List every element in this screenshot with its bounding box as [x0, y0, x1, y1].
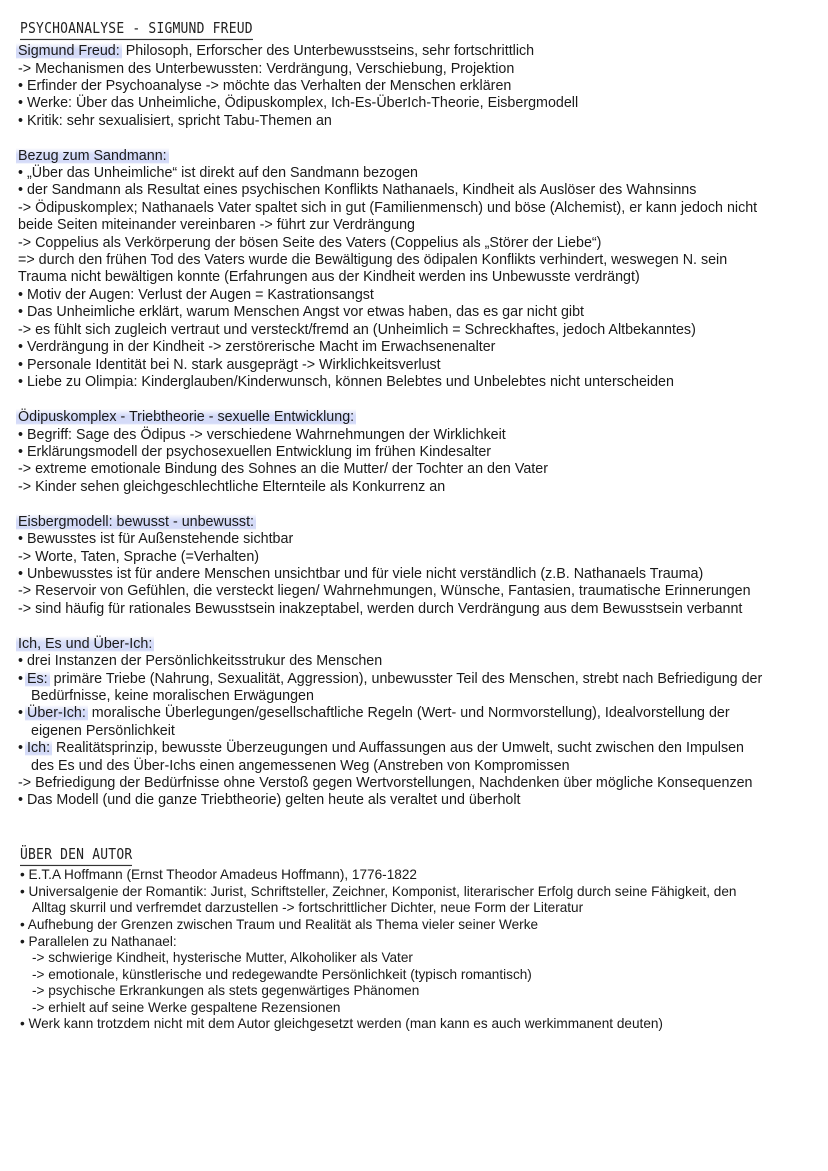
text-line: Bedürfnisse, keine moralischen Erwägungen	[31, 688, 314, 704]
text-line: -> erhielt auf seine Werke gespaltene Rezensionen	[32, 1000, 341, 1015]
text-line: des Es und des Über-Ichs einen angemessenen Weg (Anstreben von Kompromissen	[31, 758, 570, 774]
ich-line: • Ich: Realitätsprinzip, bewusste Überzeugungen und Auffassungen aus der Umwelt, sucht zwischen den Impulsen	[18, 740, 744, 756]
text-line: -> Befriedigung der Bedürfnisse ohne Verstoß gegen Wertvorstellungen, Nachdenken über mögliche Konsequenzen	[18, 775, 753, 791]
text-line: eigenen Persönlichkeit	[31, 723, 175, 739]
heading-instanzen: Ich, Es und Über-Ich:	[18, 636, 153, 652]
text-line: • Kritik: sehr sexualisiert, spricht Tabu-Themen an	[18, 113, 332, 129]
section-title-freud: PSYCHOANALYSE - SIGMUND FREUD	[20, 20, 253, 38]
text-line: • Begriff: Sage des Ödipus -> verschiedene Wahrnehmungen der Wirklichkeit	[18, 427, 506, 443]
text-line: -> extreme emotionale Bindung des Sohnes an die Mutter/ der Tochter an den Vater	[18, 461, 548, 477]
text-line: -> Ödipuskomplex; Nathanaels Vater spaltet sich in gut (Familienmensch) und böse (Alchemist), er kann jedoch nicht	[18, 200, 758, 216]
highlight-ich: Ich:	[27, 740, 51, 756]
text-line: -> emotionale, künstlerische und redegewandte Persönlichkeit (typisch romantisch)	[32, 967, 532, 982]
es-line: • Es: primäre Triebe (Nahrung, Sexualität, Aggression), unbewusster Teil des Menschen, strebt nach Befriedigung der	[18, 671, 763, 687]
text-line: -> Mechanismen des Unterbewussten: Verdrängung, Verschiebung, Projektion	[18, 61, 515, 77]
text-line: Alltag skurril und verfremdet darzustellen -> fortschrittlicher Dichter, neue Form der Literatur	[32, 900, 584, 915]
text-line: • Bewusstes ist für Außenstehende sichtbar	[18, 531, 294, 547]
text-line: • Erfinder der Psychoanalyse -> möchte das Verhalten der Menschen erklären	[18, 78, 512, 94]
text-line: => durch den frühen Tod des Vaters wurde die Bewältigung des ödipalen Konflikts verhindert, weswegen N. sein	[18, 252, 728, 268]
highlight-ueber-ich: Über-Ich:	[27, 705, 86, 721]
text-line: • Erklärungsmodell der psychosexuellen Entwicklung im frühen Kindesalter	[18, 444, 492, 460]
text-line: • der Sandmann als Resultat eines psychischen Konflikts Nathanaels, Kindheit als Auslöser des Wahnsinns	[18, 182, 697, 198]
text-line: -> schwierige Kindheit, hysterische Mutter, Alkoholiker als Vater	[32, 950, 413, 965]
text-line: • Aufhebung der Grenzen zwischen Traum und Realität als Thema vieler seiner Werke	[20, 917, 539, 932]
text-line: -> Kinder sehen gleichgeschlechtliche Elternteile als Konkurrenz an	[18, 479, 446, 495]
text-line: • Unbewusstes ist für andere Menschen unsichtbar und für viele nicht verständlich (z.B. Nathanaels Trauma)	[18, 566, 704, 582]
heading-oedipus: Ödipuskomplex - Triebtheorie - sexuelle Entwicklung:	[18, 409, 355, 425]
highlight-sigmund-freud: Sigmund Freud:	[18, 43, 120, 59]
text-line: • Universalgenie der Romantik: Jurist, Schriftsteller, Zeichner, Komponist, literarischer Erfolg durch seine Fähigkeit, den	[20, 884, 737, 899]
text-line: -> Worte, Taten, Sprache (=Verhalten)	[18, 549, 260, 565]
text-line: • E.T.A Hoffmann (Ernst Theodor Amadeus Hoffmann), 1776-1822	[20, 867, 417, 882]
text-line: -> Coppelius als Verkörperung der bösen Seite des Vaters (Coppelius als „Störer der Liebe“)	[18, 235, 602, 251]
text-line: • drei Instanzen der Persönlichkeitsstrukur des Menschen	[18, 653, 383, 669]
text-line: • Personale Identität bei N. stark ausgeprägt -> Wirklichkeitsverlust	[18, 357, 441, 373]
heading-sandmann: Bezug zum Sandmann:	[18, 148, 167, 164]
text-line: beide Seiten miteinander vereinbaren -> führt zur Verdrängung	[18, 217, 415, 233]
text-line: -> psychische Erkrankungen als stets gegenwärtiges Phänomen	[32, 983, 420, 998]
text-line: -> es fühlt sich zugleich vertraut und versteckt/fremd an (Unheimlich = Schreckhaftes, jedoch Altbekanntes)	[18, 322, 696, 338]
text-line: • Werke: Über das Unheimliche, Ödipuskomplex, Ich-Es-ÜberIch-Theorie, Eisbergmodell	[18, 95, 579, 111]
text-line: • Motiv der Augen: Verlust der Augen = Kastrationsangst	[18, 287, 374, 303]
text-line: • Das Modell (und die ganze Triebtheorie) gelten heute als veraltet und überholt	[18, 792, 521, 808]
text-line: -> sind häufig für rationales Bewusstsein inakzeptabel, werden durch Verdrängung aus dem Bewusstsein verbannt	[18, 601, 743, 617]
section-title-autor: ÜBER DEN AUTOR	[20, 846, 132, 864]
text-line: • Verdrängung in der Kindheit -> zerstörerische Macht im Erwachsenenalter	[18, 339, 496, 355]
freud-intro-line: Sigmund Freud: Philosoph, Erforscher des Unterbewusstseins, sehr fortschrittlich	[18, 43, 535, 59]
highlight-es: Es:	[27, 671, 48, 687]
text-line: • Parallelen zu Nathanael:	[20, 934, 177, 949]
text-line: • Das Unheimliche erklärt, warum Menschen Angst vor etwas haben, das es gar nicht gibt	[18, 304, 585, 320]
text-line: • „Über das Unheimliche“ ist direkt auf den Sandmann bezogen	[18, 165, 418, 181]
text-line: • Werk kann trotzdem nicht mit dem Autor gleichgesetzt werden (man kann es auch werkimmanent deuten)	[20, 1016, 663, 1031]
heading-eisberg: Eisbergmodell: bewusst - unbewusst:	[18, 514, 255, 530]
ueber-ich-line: • Über-Ich: moralische Überlegungen/gesellschaftliche Regeln (Wert- und Normvorstellung), Idealvorstellung der	[18, 705, 730, 721]
text-line: • Liebe zu Olimpia: Kinderglauben/Kinderwunsch, können Belebtes und Unbelebtes nicht unterscheiden	[18, 374, 674, 390]
text-line: Trauma nicht bewältigen konnte (Erfahrungen aus der Kindheit werden ins Unbewusste verdrängt)	[18, 269, 640, 285]
text-line: -> Reservoir von Gefühlen, die versteckt liegen/ Wahrnehmungen, Wünsche, Fantasien, traumatische Erinnerungen	[18, 583, 751, 599]
